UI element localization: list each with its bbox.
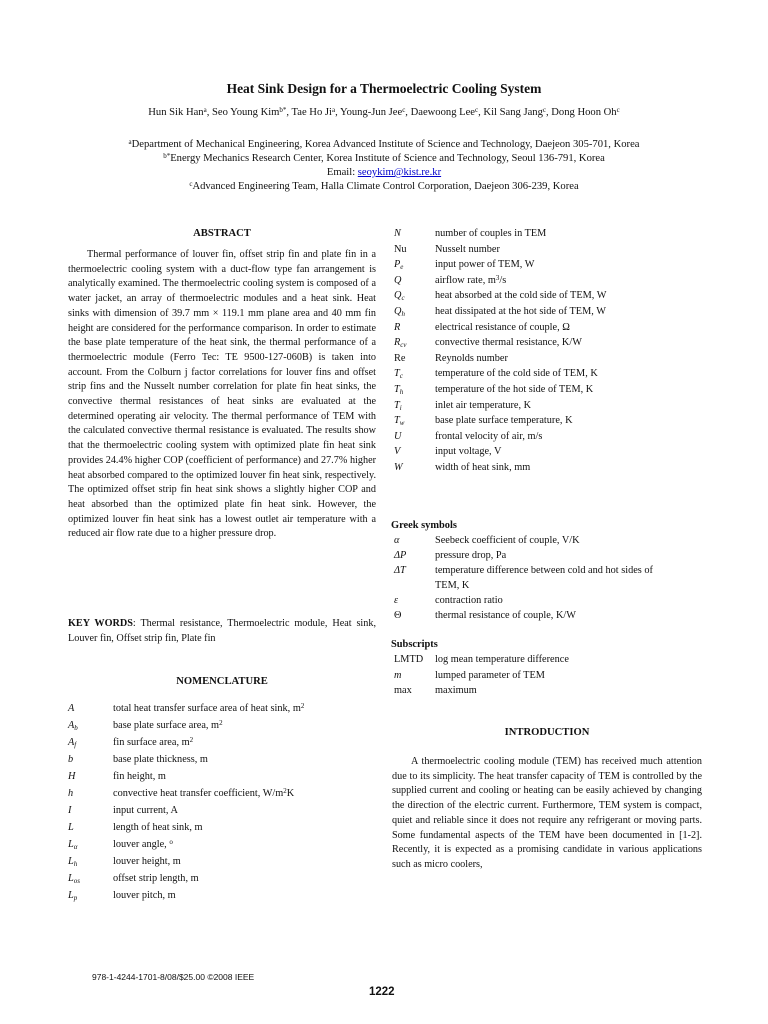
nomenclature-symbol: $Q_c$ bbox=[394, 290, 405, 303]
keywords bbox=[68, 617, 376, 646]
nomenclature-definition bbox=[435, 228, 546, 239]
nomenclature-definition-text: temperature of the cold side of TEM, K bbox=[435, 368, 598, 380]
nomenclature-definition-text: airflow rate, m bbox=[435, 274, 496, 286]
affiliation-b-marker: b* bbox=[163, 152, 171, 160]
nomenclature-definition bbox=[435, 306, 606, 317]
affiliation-b bbox=[0, 153, 768, 164]
author-affiliation-marker: b* bbox=[279, 106, 287, 114]
author-affiliation-marker: c bbox=[616, 106, 620, 114]
nomenclature-unit-exponent: 2 bbox=[189, 736, 194, 744]
author-name: Kil Sang Jang bbox=[483, 107, 543, 118]
introduction-heading: INTRODUCTION bbox=[504, 727, 590, 738]
greek-symbol: ε bbox=[394, 595, 399, 606]
nomenclature-unit-exponent: 2 bbox=[283, 787, 287, 795]
nomenclature-symbol: R bbox=[394, 321, 401, 333]
nomenclature-symbol: b bbox=[68, 754, 74, 765]
nomenclature-definition-text: Reynolds number bbox=[435, 352, 508, 364]
nomenclature-definition-text: base plate thickness, m bbox=[113, 754, 208, 765]
author-name: Tae Ho Ji bbox=[291, 107, 332, 118]
nomenclature-symbol-subscript: h bbox=[73, 860, 78, 868]
greek-symbol: α bbox=[394, 535, 400, 546]
email-label: Email: bbox=[326, 167, 358, 178]
author-affiliation-marker: c bbox=[402, 106, 406, 114]
nomenclature-symbol-subscript: p bbox=[73, 894, 78, 902]
nomenclature-symbol: $T_w$ bbox=[394, 415, 405, 428]
nomenclature-definition bbox=[435, 400, 531, 411]
nomenclature-definition-text: input current, A bbox=[113, 805, 178, 816]
nomenclature-definition bbox=[435, 368, 598, 379]
subscripts-heading: Subscripts bbox=[391, 639, 438, 650]
nomenclature-symbol-subscript: h bbox=[399, 388, 404, 396]
copyright-footer: 978-1-4244-1701-8/08/$25.00 ©2008 IEEE bbox=[92, 972, 255, 982]
nomenclature-definition-text: Nusselt number bbox=[435, 243, 500, 255]
author-affiliation-marker: a bbox=[331, 106, 336, 114]
nomenclature-symbol: Re bbox=[394, 352, 406, 364]
nomenclature-unit-exponent: 3 bbox=[495, 273, 500, 282]
nomenclature-definition-text: convective thermal resistance, K/W bbox=[435, 337, 582, 349]
nomenclature-definition-text: total heat transfer surface area of heat sink, m bbox=[113, 703, 301, 714]
nomenclature-definition bbox=[113, 805, 178, 816]
nomenclature-heading: NOMENCLATURE bbox=[176, 676, 268, 687]
nomenclature-definition bbox=[435, 337, 582, 348]
nomenclature-definition-text: number of couples in TEM bbox=[435, 228, 547, 239]
greek-definition: Seebeck coefficient of couple, V/K bbox=[435, 535, 580, 546]
nomenclature-symbol: H bbox=[68, 771, 76, 782]
nomenclature-definition bbox=[113, 822, 203, 833]
nomenclature-symbol-subscript: cv bbox=[400, 341, 407, 350]
subscript-definition: maximum bbox=[435, 685, 477, 696]
keywords-text: : Thermal resistance, Thermoelectric module, Heat sink, Louver fin, Offset strip fin, Plate fin bbox=[68, 618, 376, 644]
nomenclature-definition-text: offset strip length, m bbox=[113, 873, 199, 884]
nomenclature-definition-text: frontal velocity of air, m/s bbox=[435, 430, 543, 442]
nomenclature-definition bbox=[435, 290, 606, 301]
nomenclature-definition bbox=[435, 353, 508, 364]
nomenclature-definition bbox=[113, 873, 199, 884]
greek-symbol: ΔP bbox=[394, 550, 407, 561]
affiliation-c bbox=[0, 181, 768, 192]
author-list: Hun Sik Han$^a$, Seo Young Kim$^{b*}$, Tae Ho Ji$^a$, Young-Jun Jee$^c$, Daewoong Lee$^c$, Kil Sang Jang$^c$, Dong Hoon Oh$^c$ bbox=[148, 106, 620, 118]
affiliation-c-marker: c bbox=[189, 180, 193, 188]
nomenclature-unit-exponent: 2 bbox=[300, 702, 305, 710]
nomenclature-symbol: N bbox=[394, 228, 401, 239]
nomenclature-symbol: W bbox=[394, 462, 403, 473]
subscript-symbol: m bbox=[394, 669, 402, 681]
nomenclature-symbol: $T_h$ bbox=[394, 384, 404, 396]
affiliation-b-text: Energy Mechanics Research Center, Korea Institute of Science and Technology, Seoul 136-791, Korea bbox=[170, 153, 605, 164]
nomenclature-definition bbox=[113, 771, 166, 782]
paper-title: Heat Sink Design for a Thermoelectric Cooling System bbox=[226, 81, 542, 96]
nomenclature-definition bbox=[435, 275, 506, 286]
nomenclature-definition-text: input power of TEM, W bbox=[435, 259, 535, 271]
nomenclature-definition bbox=[113, 754, 208, 765]
nomenclature-definition-text: length of heat sink, m bbox=[113, 822, 203, 833]
nomenclature-unit-tail: /s bbox=[499, 274, 507, 286]
nomenclature-symbol: I bbox=[68, 805, 72, 816]
nomenclature-symbol: L bbox=[68, 822, 74, 833]
nomenclature-right-list bbox=[394, 228, 704, 508]
nomenclature-symbol: A bbox=[68, 703, 75, 714]
page-number: 1222 bbox=[369, 986, 395, 998]
nomenclature-symbol: $P_e$ bbox=[394, 259, 404, 272]
keywords-label: KEY WORDS bbox=[68, 618, 133, 629]
nomenclature-symbol: $R_{cv}$ bbox=[394, 337, 407, 350]
greek-definition: thermal resistance of couple, K/W bbox=[435, 610, 576, 621]
nomenclature-definition-text: input voltage, V bbox=[435, 446, 502, 458]
nomenclature-definition-text: heat absorbed at the cold side of TEM, W bbox=[435, 290, 607, 302]
subscript-definition: log mean temperature difference bbox=[435, 654, 569, 665]
nomenclature-definition-text: inlet air temperature, K bbox=[435, 399, 532, 411]
nomenclature-definition bbox=[113, 890, 176, 901]
subscript-symbol: LMTD bbox=[394, 654, 424, 665]
nomenclature-symbol: V bbox=[394, 446, 401, 458]
nomenclature-symbol: $L_p$ bbox=[68, 890, 78, 902]
nomenclature-definition-text: louver pitch, m bbox=[113, 890, 176, 901]
nomenclature-definition bbox=[113, 737, 193, 748]
nomenclature-symbol-subscript: i bbox=[399, 403, 402, 412]
nomenclature-symbol: $Q_h$ bbox=[394, 306, 405, 318]
nomenclature-definition bbox=[113, 788, 294, 799]
nomenclature-definition-text: temperature of the hot side of TEM, K bbox=[435, 384, 594, 395]
nomenclature-symbol: $L_h$ bbox=[68, 856, 78, 868]
author-affiliation-marker: c bbox=[542, 106, 546, 114]
nomenclature-definition bbox=[435, 415, 573, 426]
greek-definition-continued: TEM, K bbox=[435, 580, 470, 591]
nomenclature-symbol: Q bbox=[394, 274, 402, 286]
greek-symbol: ΔT bbox=[394, 565, 406, 576]
nomenclature-symbol-subscript: b bbox=[74, 724, 78, 732]
subscript-definition: lumped parameter of TEM bbox=[435, 669, 545, 681]
nomenclature-left-list bbox=[68, 703, 376, 913]
author-name: Hun Sik Han bbox=[148, 107, 204, 118]
affiliation-c-text: Advanced Engineering Team, Halla Climate Control Corporation, Daejeon 306-239, Korea bbox=[192, 181, 579, 192]
introduction-paragraph: A thermoelectric cooling module (TEM) has received much attention due to its simplicity. The heat transfer capacity of TEM is controlled by the supplied current and cooling or heating can be easily achieved by changing the direction of the electric current. Furthermore, TEM system is compact, quiet and reliable since it does not require any refrigerant or moving parts. Some fundamental aspects of the TEM have been documented in [1-2]. Recently, it is expected as a promising candidate in various applications such as micro coolers, bbox=[392, 756, 702, 870]
nomenclature-definition-text: electrical resistance of couple, Ω bbox=[435, 321, 570, 333]
nomenclature-symbol-subscript: c bbox=[399, 372, 403, 381]
nomenclature-definition-text: width of heat sink, mm bbox=[435, 462, 531, 473]
nomenclature-unit-exponent: o bbox=[169, 838, 173, 846]
nomenclature-symbol-subscript: w bbox=[399, 419, 405, 428]
nomenclature-symbol-subscript: c bbox=[401, 294, 405, 303]
subscript-symbol: max bbox=[394, 685, 412, 696]
nomenclature-definition bbox=[113, 856, 181, 867]
greek-definition: pressure drop, Pa bbox=[435, 550, 507, 561]
nomenclature-definition bbox=[113, 720, 223, 731]
abstract-paragraph: Thermal performance of louver fin, offset strip fin and plate fin in a thermoelectric cooling system with a duct-flow type fan arrangement is analytically examined. The thermoelectric cooling system is composed of a water jacket, an array of thermoelectric modules and a heat sink. Heat sinks with dimension of 39.7 mm × 119.1 mm plane area and 40 mm fin height are considered for the performance comparison. In order to estimate the base plate temperature of the heat sink, the thermal performance of a thermoelectric module (Ferro Tec: TE 9500-127-060B) is taken into account. From the Colburn j factor correlations for louver fins and offset strip fins and the Nusselt number correlation for plate fin heat sinks, the convective thermal resistances of heat sinks are evaluated at the determined operating air velocity. The thermal performance of TEM with the calculated convective thermal resistance is evaluated. The results show that the thermoelectric cooling system with optimized plate fin heat sink provides 24.4% higher COP (coefficient of performance) and 27.7% higher heat absorbed compared to the optimized louver fin heat sink, respectively. The optimized offset strip fin heat sink shows a slightly higher COP and heat absorbed than the optimized plate fin heat sink. However, the optimized louver fin heat sink has a lowest outlet air temperature with a reduced air flow rate due to a higher pressure drop. bbox=[68, 249, 376, 540]
nomenclature-definition-text: convective heat transfer coefficient, W/m bbox=[113, 788, 284, 799]
nomenclature-unit-tail: K bbox=[286, 788, 295, 799]
greek-symbol: Θ bbox=[394, 610, 402, 621]
nomenclature-symbol: U bbox=[394, 430, 402, 442]
nomenclature-symbol-subscript: h bbox=[401, 310, 405, 318]
nomenclature-definition-text: fin surface area, m bbox=[113, 737, 190, 748]
author-name: Daewoong Lee bbox=[410, 107, 476, 118]
nomenclature-definition bbox=[435, 462, 530, 473]
nomenclature-definition bbox=[435, 322, 570, 333]
greek-definition: contraction ratio bbox=[435, 595, 503, 606]
author-affiliation-marker: a bbox=[203, 106, 207, 114]
abstract-body bbox=[68, 248, 376, 542]
subscripts-list bbox=[394, 654, 704, 700]
greek-heading: Greek symbols bbox=[391, 520, 457, 531]
nomenclature-definition-text: base plate surface area, m bbox=[113, 720, 220, 731]
nomenclature-symbol: Nu bbox=[394, 243, 407, 255]
author-affiliation-marker: c bbox=[475, 106, 479, 114]
author-name: Dong Hoon Oh bbox=[551, 107, 617, 118]
nomenclature-symbol-subscript: e bbox=[400, 263, 404, 272]
nomenclature-definition-text: louver height, m bbox=[113, 856, 181, 867]
nomenclature-definition bbox=[435, 431, 542, 442]
nomenclature-definition-text: base plate surface temperature, K bbox=[435, 415, 573, 427]
nomenclature-definition-text: heat dissipated at the hot side of TEM, W bbox=[435, 306, 606, 317]
contact-email bbox=[0, 167, 768, 178]
affiliation-a bbox=[0, 139, 768, 150]
nomenclature-symbol-subscript: α bbox=[73, 843, 78, 851]
nomenclature-symbol: $L_\alpha$ bbox=[68, 839, 78, 851]
nomenclature-definition bbox=[435, 384, 593, 395]
nomenclature-definition-text: fin height, m bbox=[113, 771, 166, 782]
nomenclature-definition bbox=[113, 839, 173, 850]
nomenclature-definition bbox=[435, 244, 500, 255]
introduction-body bbox=[392, 755, 702, 873]
greek-list bbox=[394, 535, 704, 625]
nomenclature-definition-text: louver angle, bbox=[113, 839, 170, 850]
author-name: Young-Jun Jee bbox=[339, 107, 403, 118]
nomenclature-symbol: $A_b$ bbox=[68, 720, 78, 732]
nomenclature-symbol-subscript: f bbox=[74, 741, 77, 749]
nomenclature-symbol: $T_i$ bbox=[394, 399, 402, 412]
nomenclature-symbol: $A_f$ bbox=[68, 737, 77, 749]
affiliation-a-marker: a bbox=[128, 138, 132, 146]
greek-definition: temperature difference between cold and hot sides of bbox=[435, 565, 653, 576]
nomenclature-definition bbox=[435, 446, 501, 457]
nomenclature-definition bbox=[435, 259, 534, 270]
nomenclature-symbol: $L_{os}$ bbox=[68, 873, 80, 885]
author-name: Seo Young Kim bbox=[212, 107, 280, 118]
nomenclature-symbol: $T_c$ bbox=[394, 368, 403, 381]
nomenclature-definition bbox=[113, 703, 304, 714]
nomenclature-symbol: h bbox=[68, 788, 74, 799]
nomenclature-symbol-subscript: os bbox=[73, 877, 80, 885]
affiliation-a-text: Department of Mechanical Engineering, Korea Advanced Institute of Science and Technology, Daejeon 305-701, Korea bbox=[131, 139, 640, 150]
abstract-heading: ABSTRACT bbox=[193, 228, 251, 239]
email-link[interactable]: seoykim@kist.re.kr bbox=[357, 167, 442, 178]
nomenclature-unit-exponent: 2 bbox=[219, 719, 223, 727]
